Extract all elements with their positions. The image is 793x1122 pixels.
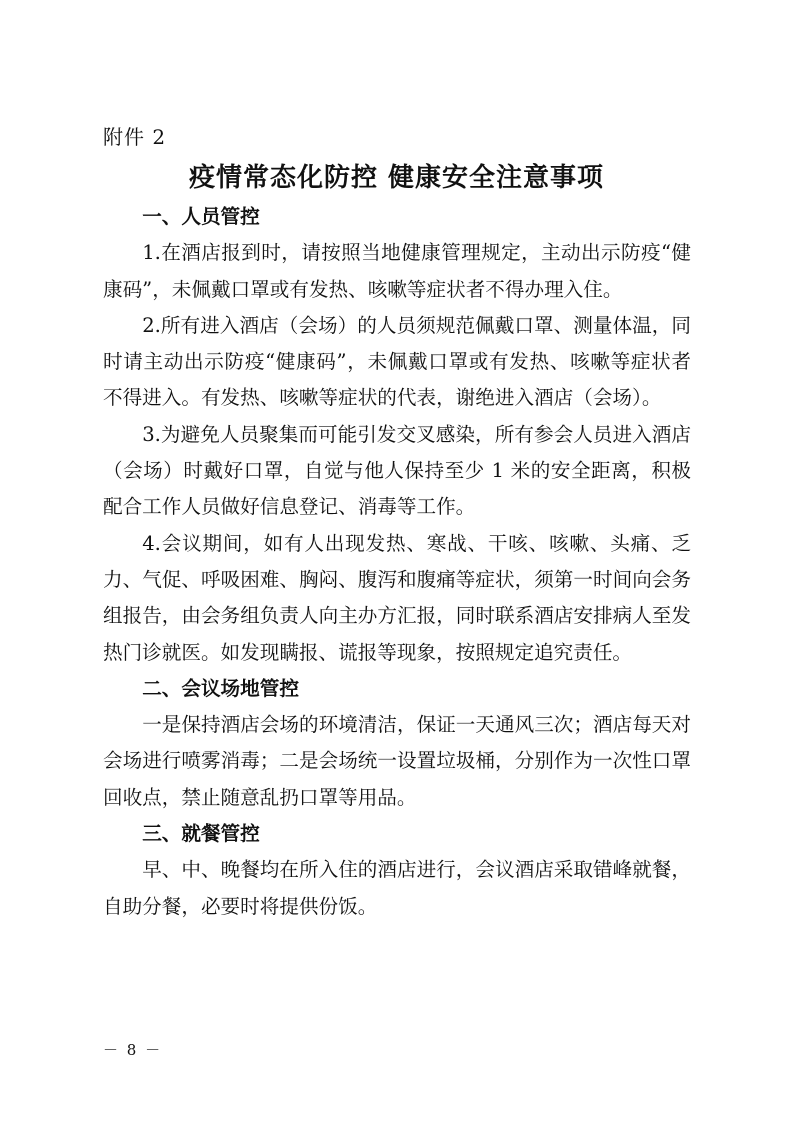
page-number: － 8 －: [103, 1041, 163, 1059]
section-heading-venue: 二、会议场地管控: [142, 676, 299, 700]
attachment-label: 附件 2: [103, 125, 167, 149]
paragraph-venue-1: 一是保持酒店会场的环境清洁，保证一天通风三次；酒店每天对会场进行喷雾消毒；二是会场统一设置垃圾桶，分别作为一次性口罩回收点，禁止随意乱扔口罩等用品。: [103, 713, 691, 809]
paragraph-personnel-4: 4.会议期间，如有人出现发热、寒战、干咳、咳嗽、头痛、乏力、气促、呼吸困难、胸闷、腹泻和腹痛等症状，须第一时间向会务组报告，由会务组负责人向主办方汇报，同时联系酒店安排病人至发热门诊就医。如发现瞒报、谎报等现象，按照规定追究责任。: [103, 531, 691, 664]
document-title: 疫情常态化防控 健康安全注意事项: [188, 163, 605, 193]
section-heading-personnel: 一、人员管控: [142, 205, 260, 228]
paragraph-personnel-2: 2.所有进入酒店（会场）的人员须规范佩戴口罩、测量体温，同时请主动出示防疫“健康码”，未佩戴口罩或有发热、咳嗽等症状者不得进入。有发热、咳嗽等症状的代表，谢绝进入酒店（会场）。: [103, 313, 691, 410]
paragraph-personnel-1: 1.在酒店报到时，请按照当地健康管理规定，主动出示防疫“健康码”，未佩戴口罩或有发热、咳嗽等症状者不得办理入住。: [103, 241, 691, 301]
document-body: [103, 199, 691, 925]
paragraph-personnel-3: 3.为避免人员聚集而可能引发交叉感染，所有参会人员进入酒店（会场）时戴好口罩，自觉与他人保持至少 1 米的安全距离，积极配合工作人员做好信息登记、消毒等工作。: [103, 422, 691, 519]
section-heading-dining: 三、就餐管控: [142, 822, 260, 846]
paragraph-dining-1: 早、中、晚餐均在所入住的酒店进行，会议酒店采取错峰就餐，自助分餐，必要时将提供份饭。: [103, 858, 691, 918]
